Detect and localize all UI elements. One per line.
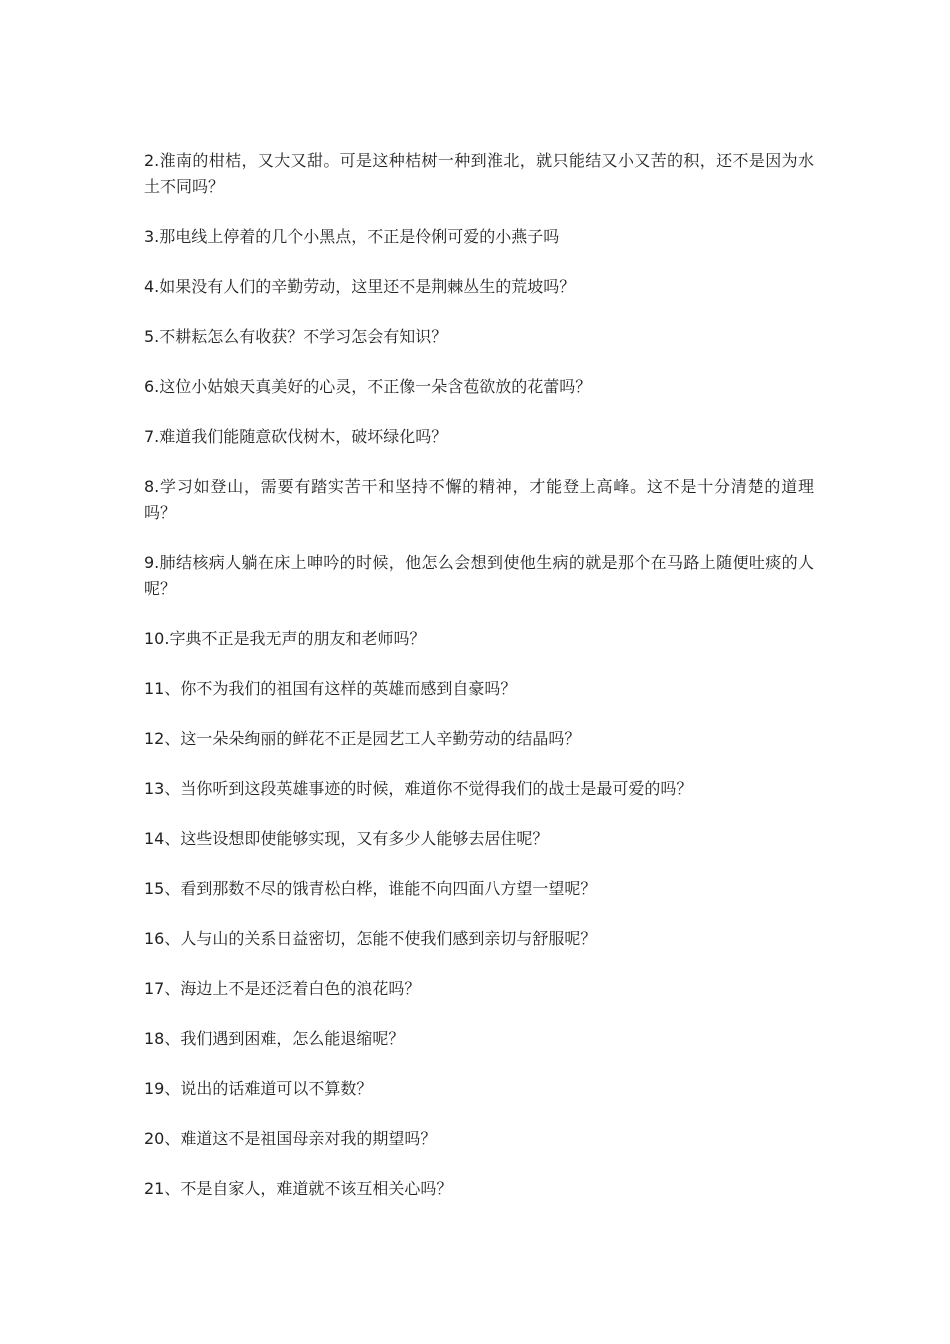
paragraph-7: 7.难道我们能随意砍伐树木，破坏绿化吗？: [144, 427, 448, 446]
paragraph-18: 18、我们遇到困难，怎么能退缩呢？: [144, 1029, 405, 1048]
paragraph-20: 20、难道这不是祖国母亲对我的期望吗？: [144, 1129, 437, 1148]
paragraph-3: 3.那电线上停着的几个小黑点，不正是伶俐可爱的小燕子吗: [144, 227, 560, 246]
paragraph-16: 16、人与山的关系日益密切，怎能不使我们感到亲切与舒服呢？: [144, 929, 597, 948]
paragraph-14: 14、这些设想即使能够实现，又有多少人能够去居住呢？: [144, 829, 549, 848]
paragraph-8: 8.学习如登山，需要有踏实苦干和坚持不懈的精神，才能登上高峰。这不是十分清楚的道理吗？: [144, 477, 814, 522]
paragraph-17: 17、海边上不是还泛着白色的浪花吗？: [144, 979, 421, 998]
paragraph-19: 19、说出的话难道可以不算数？: [144, 1079, 373, 1098]
paragraph-5: 5.不耕耘怎么有收获？不学习怎会有知识？: [144, 327, 448, 346]
paragraph-15: 15、看到那数不尽的饿青松白桦，谁能不向四面八方望一望呢？: [144, 879, 597, 898]
paragraph-13: 13、当你听到这段英雄事迹的时候，难道你不觉得我们的战士是最可爱的吗？: [144, 779, 693, 798]
paragraph-21: 21、不是自家人，难道就不该互相关心吗？: [144, 1179, 453, 1198]
paragraph-6: 6.这位小姑娘天真美好的心灵，不正像一朵含苞欲放的花蕾吗？: [144, 377, 592, 396]
paragraph-9: 9.肺结核病人躺在床上呻吟的时候，他怎么会想到使他生病的就是那个在马路上随便吐痰的人呢？: [144, 553, 814, 598]
paragraph-2: 2.淮南的柑桔，又大又甜。可是这种桔树一种到淮北，就只能结又小又苦的积，还不是因为水土不同吗？: [144, 151, 814, 196]
paragraph-12: 12、这一朵朵绚丽的鲜花不正是园艺工人辛勤劳动的结晶吗？: [144, 729, 581, 748]
document-body: [144, 148, 814, 1226]
paragraph-11: 11、你不为我们的祖国有这样的英雄而感到自豪吗？: [144, 679, 517, 698]
paragraph-10: 10.字典不正是我无声的朋友和老师吗？: [144, 629, 426, 648]
paragraph-4: 4.如果没有人们的辛勤劳动，这里还不是荆棘丛生的荒坡吗？: [144, 277, 576, 296]
